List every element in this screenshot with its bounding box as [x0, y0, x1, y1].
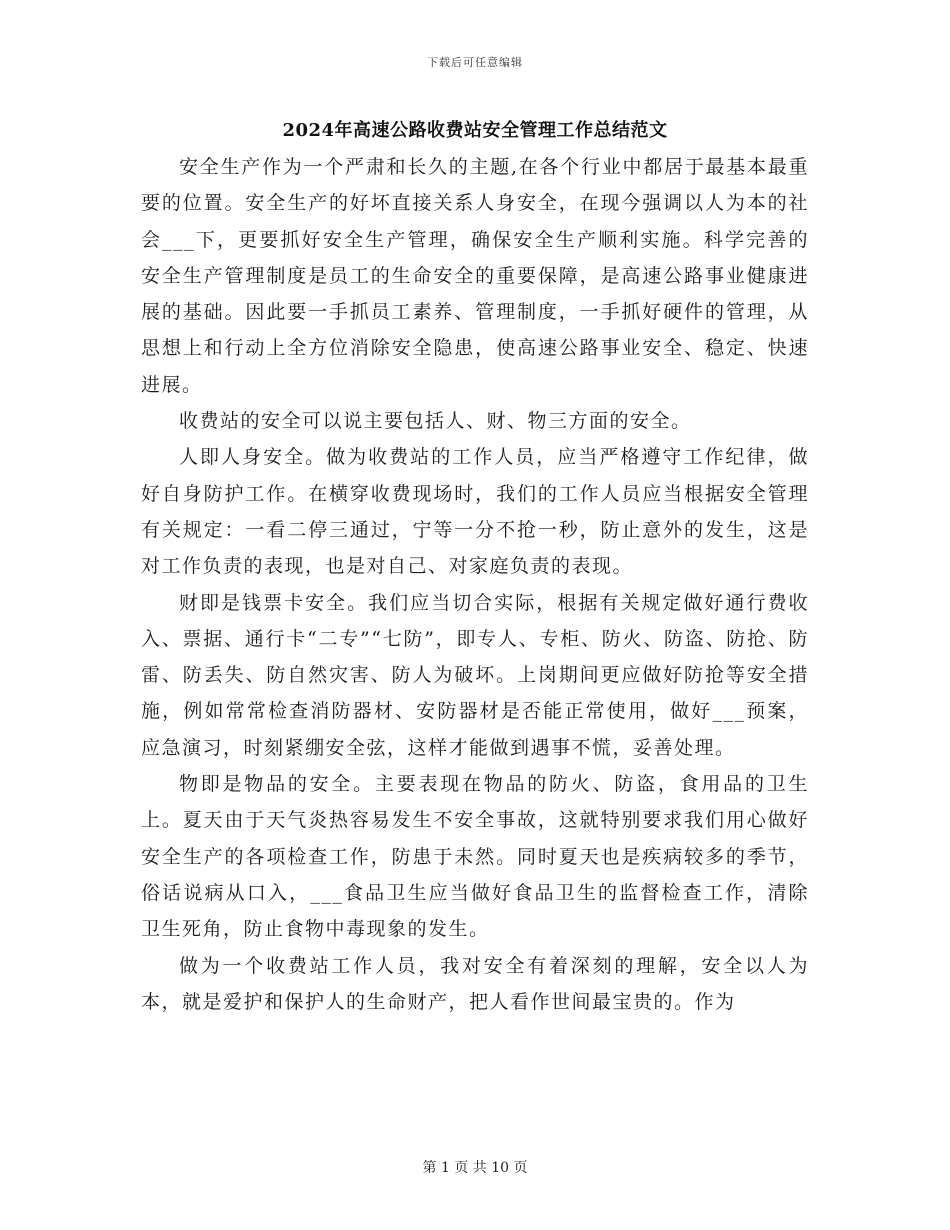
- paragraph-overview: 收费站的安全可以说主要包括人、财、物三方面的安全。: [179, 410, 692, 433]
- paragraph-goods-safety: 物即是物品的安全。主要表现在物品的防火、防盗，食用品的卫生上。夏天由于天气炎热容易发生不安全事故，这就特别要求我们用心做好安全生产的各项检查工作，防患于未然。同时夏天也是疾病较多的季节，俗话说病从口入，___食品卫生应当做好食品卫生的监督检查工作，清除卫生死角，防止食物中毒现象的发生。: [141, 773, 809, 941]
- page-number: 第 1 页 共 10 页: [422, 1160, 528, 1176]
- paragraph-reflection: 做为一个收费站工作人员，我对安全有着深刻的理解，安全以人为本，就是爱护和保护人的生命财产，把人看作世间最宝贵的。作为: [141, 954, 809, 1013]
- document-title: 2024年高速公路收费站安全管理工作总结范文: [282, 120, 668, 141]
- page-header-note: 下载后可任意编辑: [427, 56, 523, 69]
- paragraph-personal-safety: 人即人身安全。做为收费站的工作人员，应当严格遵守工作纪律，做好自身防护工作。在横穿收费现场时，我们的工作人员应当根据安全管理有关规定：一看二停三通过，宁等一分不抢一秒，防止意外的发生，这是对工作负责的表现，也是对自己、对家庭负责的表现。: [141, 446, 809, 578]
- paragraph-intro: 安全生产作为一个严肃和长久的主题,在各个行业中都居于最基本最重要的位置。安全生产的好坏直接关系人身安全，在现今强调以人为本的社会___下，更要抓好安全生产管理，确保安全生产顺利实施。科学完善的安全生产管理制度是员工的生命安全的重要保障，是高速公路事业健康进展的基础。因此要一手抓员工素养、管理制度，一手抓好硬件的管理，从思想上和行动上全方位消除安全隐患，使高速公路事业安全、稳定、快速进展。: [141, 156, 809, 396]
- paragraph-property-safety: 财即是钱票卡安全。我们应当切合实际，根据有关规定做好通行费收入、票据、通行卡“二专”“七防”，即专人、专柜、防火、防盗、防抢、防雷、防丢失、防自然灾害、防人为破坏。上岗期间更应做好防抢等安全措施，例如常常检查消防器材、安防器材是否能正常使用，做好___预案，应急演习，时刻紧绷安全弦，这样才能做到遇事不慌，妥善处理。: [141, 591, 809, 759]
- document-body: [141, 149, 809, 1020]
